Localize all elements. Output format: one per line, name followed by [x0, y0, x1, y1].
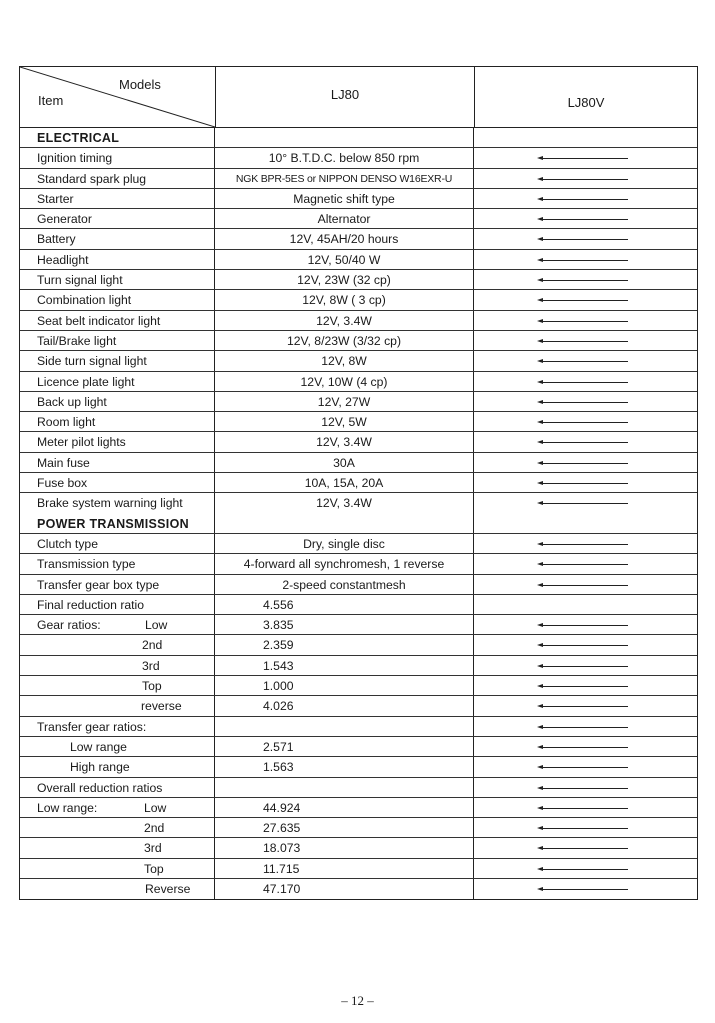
lj80v-value	[474, 696, 697, 715]
item-label	[20, 635, 215, 654]
item-label: Starter	[20, 189, 215, 208]
table-row	[20, 554, 697, 574]
table-row	[20, 432, 697, 452]
ditto-arrow-icon	[540, 666, 628, 667]
ditto-arrow-icon	[540, 402, 628, 403]
table-row	[20, 696, 697, 716]
table-row	[20, 656, 697, 676]
header-models-label: Models	[119, 77, 161, 92]
item-label	[20, 798, 215, 817]
ditto-arrow-icon	[540, 219, 628, 220]
lj80v-value	[474, 757, 697, 776]
lj80-value: 12V, 50/40 W	[215, 250, 474, 269]
table-row	[20, 290, 697, 310]
lj80-value: 12V, 3.4W	[215, 311, 474, 330]
lj80-value: 12V, 27W	[215, 392, 474, 411]
item-label: Transmission type	[20, 554, 215, 573]
lj80v-value	[474, 250, 697, 269]
table-row	[20, 615, 697, 635]
table-row	[20, 595, 697, 615]
lj80v-value	[474, 493, 697, 513]
page-number: – 12 –	[341, 993, 374, 1008]
lj80-value: 1.000	[215, 676, 474, 695]
ditto-arrow-icon	[540, 645, 628, 646]
lj80v-value	[474, 412, 697, 431]
item-label: Side turn signal light	[20, 351, 215, 370]
section-row	[20, 128, 697, 148]
table-row	[20, 412, 697, 432]
lj80-value: Magnetic shift type	[215, 189, 474, 208]
item-label: Standard spark plug	[20, 169, 215, 188]
table-row	[20, 575, 697, 595]
sub-label: 2nd	[142, 638, 163, 653]
table-row	[20, 392, 697, 412]
ditto-arrow-icon	[540, 889, 628, 890]
lj80v-value	[474, 372, 697, 391]
item-label	[20, 838, 215, 857]
ditto-arrow-icon	[540, 260, 628, 261]
table-row	[20, 331, 697, 351]
lj80v-value	[474, 717, 697, 736]
lj80v-value	[474, 473, 697, 492]
table-row	[20, 453, 697, 473]
lj80-value: 10° B.T.D.C. below 850 rpm	[215, 148, 474, 167]
ditto-arrow-icon	[540, 422, 628, 423]
lj80-value: 4.026	[215, 696, 474, 715]
ditto-arrow-icon	[540, 483, 628, 484]
item-label: Overall reduction ratios	[20, 778, 215, 797]
sub-label: 3rd	[144, 841, 162, 856]
sub-label: Reverse	[145, 881, 191, 896]
lj80v-value	[474, 859, 697, 878]
lj80-value: Dry, single disc	[215, 534, 474, 553]
table-row	[20, 209, 697, 229]
header-lj80: LJ80	[216, 67, 475, 127]
lj80v-value	[474, 311, 697, 330]
ditto-arrow-icon	[540, 544, 628, 545]
item-label: High range	[20, 757, 215, 776]
lj80-value: 4.556	[215, 595, 474, 614]
lj80-value: 27.635	[215, 818, 474, 837]
ditto-arrow-icon	[540, 239, 628, 240]
table-row	[20, 737, 697, 757]
lj80-value: 30A	[215, 453, 474, 472]
table-row	[20, 818, 697, 838]
low-range-label: Low range:	[37, 800, 98, 815]
table-row	[20, 798, 697, 818]
lj80v-value	[474, 838, 697, 857]
item-label: Generator	[20, 209, 215, 228]
sub-label: Low	[144, 800, 167, 815]
sub-label: Top	[144, 861, 164, 876]
table-row	[20, 351, 697, 371]
item-label: Battery	[20, 229, 215, 248]
lj80v-value	[474, 575, 697, 594]
table-row	[20, 879, 697, 899]
lj80v-value	[474, 656, 697, 675]
table-row	[20, 270, 697, 290]
table-row	[20, 676, 697, 696]
ditto-arrow-icon	[540, 341, 628, 342]
lj80-value: 2.571	[215, 737, 474, 756]
table-row	[20, 250, 697, 270]
table-row	[20, 311, 697, 331]
item-label: Main fuse	[20, 453, 215, 472]
ditto-arrow-icon	[540, 382, 628, 383]
ditto-arrow-icon	[540, 199, 628, 200]
lj80v-value	[474, 209, 697, 228]
sub-label: Top	[142, 679, 162, 694]
spec-table	[19, 66, 698, 900]
table-row	[20, 473, 697, 493]
item-label: Meter pilot lights	[20, 432, 215, 451]
ditto-arrow-icon	[540, 788, 628, 789]
lj80-value: 44.924	[215, 798, 474, 817]
lj80v-value	[474, 453, 697, 472]
lj80-value: NGK BPR-5ES or NIPPON DENSO W16EXR-U	[215, 169, 474, 188]
ditto-arrow-icon	[540, 828, 628, 829]
lj80v-value	[474, 798, 697, 817]
ditto-arrow-icon	[540, 585, 628, 586]
lj80-value: 12V, 23W (32 cp)	[215, 270, 474, 289]
lj80v-value	[474, 270, 697, 289]
table-row	[20, 148, 697, 168]
item-label	[20, 859, 215, 878]
lj80v-value	[474, 189, 697, 208]
ditto-arrow-icon	[540, 727, 628, 728]
lj80v-value	[474, 534, 697, 553]
lj80-value: 12V, 8/23W (3/32 cp)	[215, 331, 474, 350]
table-row	[20, 635, 697, 655]
header-lj80v: LJ80V	[567, 95, 605, 110]
lj80v-value	[474, 778, 697, 797]
table-row	[20, 189, 697, 209]
sub-label: 3rd	[142, 658, 160, 673]
ditto-arrow-icon	[540, 463, 628, 464]
table-row	[20, 838, 697, 858]
gear-ratios-label: Gear ratios:	[37, 618, 101, 633]
ditto-arrow-icon	[540, 321, 628, 322]
item-label: Turn signal light	[20, 270, 215, 289]
lj80-value: Alternator	[215, 209, 474, 228]
ditto-arrow-icon	[540, 767, 628, 768]
header-item-cell	[20, 67, 216, 127]
table-row	[20, 229, 697, 249]
item-label	[20, 879, 215, 899]
lj80v-value	[474, 169, 697, 188]
ditto-arrow-icon	[540, 869, 628, 870]
ditto-arrow-icon	[540, 300, 628, 301]
item-label	[20, 818, 215, 837]
table-row	[20, 717, 697, 737]
lj80-value: 47.170	[215, 879, 474, 899]
lj80-value	[215, 778, 474, 797]
sub-label: reverse	[141, 699, 182, 714]
item-label	[20, 656, 215, 675]
lj80-value: 2.359	[215, 635, 474, 654]
lj80-value: 12V, 3.4W	[215, 493, 474, 513]
item-label: Room light	[20, 412, 215, 431]
item-label: Transfer gear ratios:	[20, 717, 215, 736]
lj80v-value	[474, 615, 697, 634]
ditto-arrow-icon	[540, 503, 628, 504]
lj80v-value	[474, 290, 697, 309]
item-label: Final reduction ratio	[20, 595, 215, 614]
item-label	[20, 676, 215, 695]
ditto-arrow-icon	[540, 179, 628, 180]
item-label	[20, 615, 215, 634]
lj80v-value	[474, 879, 697, 899]
table-row	[20, 859, 697, 879]
lj80v-value	[474, 432, 697, 451]
lj80-value	[215, 717, 474, 736]
ditto-arrow-icon	[540, 686, 628, 687]
ditto-arrow-icon	[540, 848, 628, 849]
item-label: Licence plate light	[20, 372, 215, 391]
lj80-value: 1.543	[215, 656, 474, 675]
ditto-arrow-icon	[540, 747, 628, 748]
table-header	[20, 67, 697, 128]
ditto-arrow-icon	[540, 442, 628, 443]
section-title: ELECTRICAL	[20, 128, 215, 147]
lj80-value: 1.563	[215, 757, 474, 776]
item-label: Tail/Brake light	[20, 331, 215, 350]
item-label: Ignition timing	[20, 148, 215, 167]
lj80v-value	[474, 554, 697, 573]
item-label	[20, 696, 215, 715]
ditto-arrow-icon	[540, 280, 628, 281]
lj80-value: 18.073	[215, 838, 474, 857]
sub-label: Low	[145, 618, 168, 633]
lj80-value: 2-speed constantmesh	[215, 575, 474, 594]
item-label: Headlight	[20, 250, 215, 269]
lj80-value: 12V, 45AH/20 hours	[215, 229, 474, 248]
item-label: Combination light	[20, 290, 215, 309]
lj80-value: 3.835	[215, 615, 474, 634]
sub-label: 2nd	[144, 821, 165, 836]
lj80-value: 4-forward all synchromesh, 1 reverse	[215, 554, 474, 573]
section-row	[20, 514, 697, 534]
lj80-value: 12V, 10W (4 cp)	[215, 372, 474, 391]
item-label: Brake system warning light	[20, 493, 215, 513]
ditto-arrow-icon	[540, 808, 628, 809]
lj80v-value	[474, 676, 697, 695]
ditto-arrow-icon	[540, 625, 628, 626]
ditto-arrow-icon	[540, 564, 628, 565]
lj80v-value	[474, 595, 697, 614]
ditto-arrow-icon	[540, 706, 628, 707]
lj80v-value	[474, 635, 697, 654]
table-row	[20, 493, 697, 513]
lj80-value: 10A, 15A, 20A	[215, 473, 474, 492]
item-label: Transfer gear box type	[20, 575, 215, 594]
ditto-arrow-icon	[540, 158, 628, 159]
lj80-value: 12V, 8W	[215, 351, 474, 370]
table-row	[20, 778, 697, 798]
item-label: Clutch type	[20, 534, 215, 553]
lj80-value: 12V, 5W	[215, 412, 474, 431]
table-row	[20, 757, 697, 777]
header-item-label: Item	[38, 93, 64, 108]
table-row	[20, 169, 697, 189]
lj80-value: 11.715	[215, 859, 474, 878]
lj80-value: 12V, 3.4W	[215, 432, 474, 451]
lj80v-value	[474, 229, 697, 248]
item-label: Back up light	[20, 392, 215, 411]
item-label: Fuse box	[20, 473, 215, 492]
item-label: Seat belt indicator light	[20, 311, 215, 330]
section-title: POWER TRANSMISSION	[20, 514, 215, 533]
lj80v-value	[474, 818, 697, 837]
table-row	[20, 372, 697, 392]
lj80v-value	[474, 331, 697, 350]
lj80v-value	[474, 737, 697, 756]
item-label: Low range	[20, 737, 215, 756]
lj80v-value	[474, 351, 697, 370]
lj80-value: 12V, 8W ( 3 cp)	[215, 290, 474, 309]
lj80v-value	[474, 392, 697, 411]
table-row	[20, 534, 697, 554]
lj80v-value	[474, 148, 697, 167]
ditto-arrow-icon	[540, 361, 628, 362]
